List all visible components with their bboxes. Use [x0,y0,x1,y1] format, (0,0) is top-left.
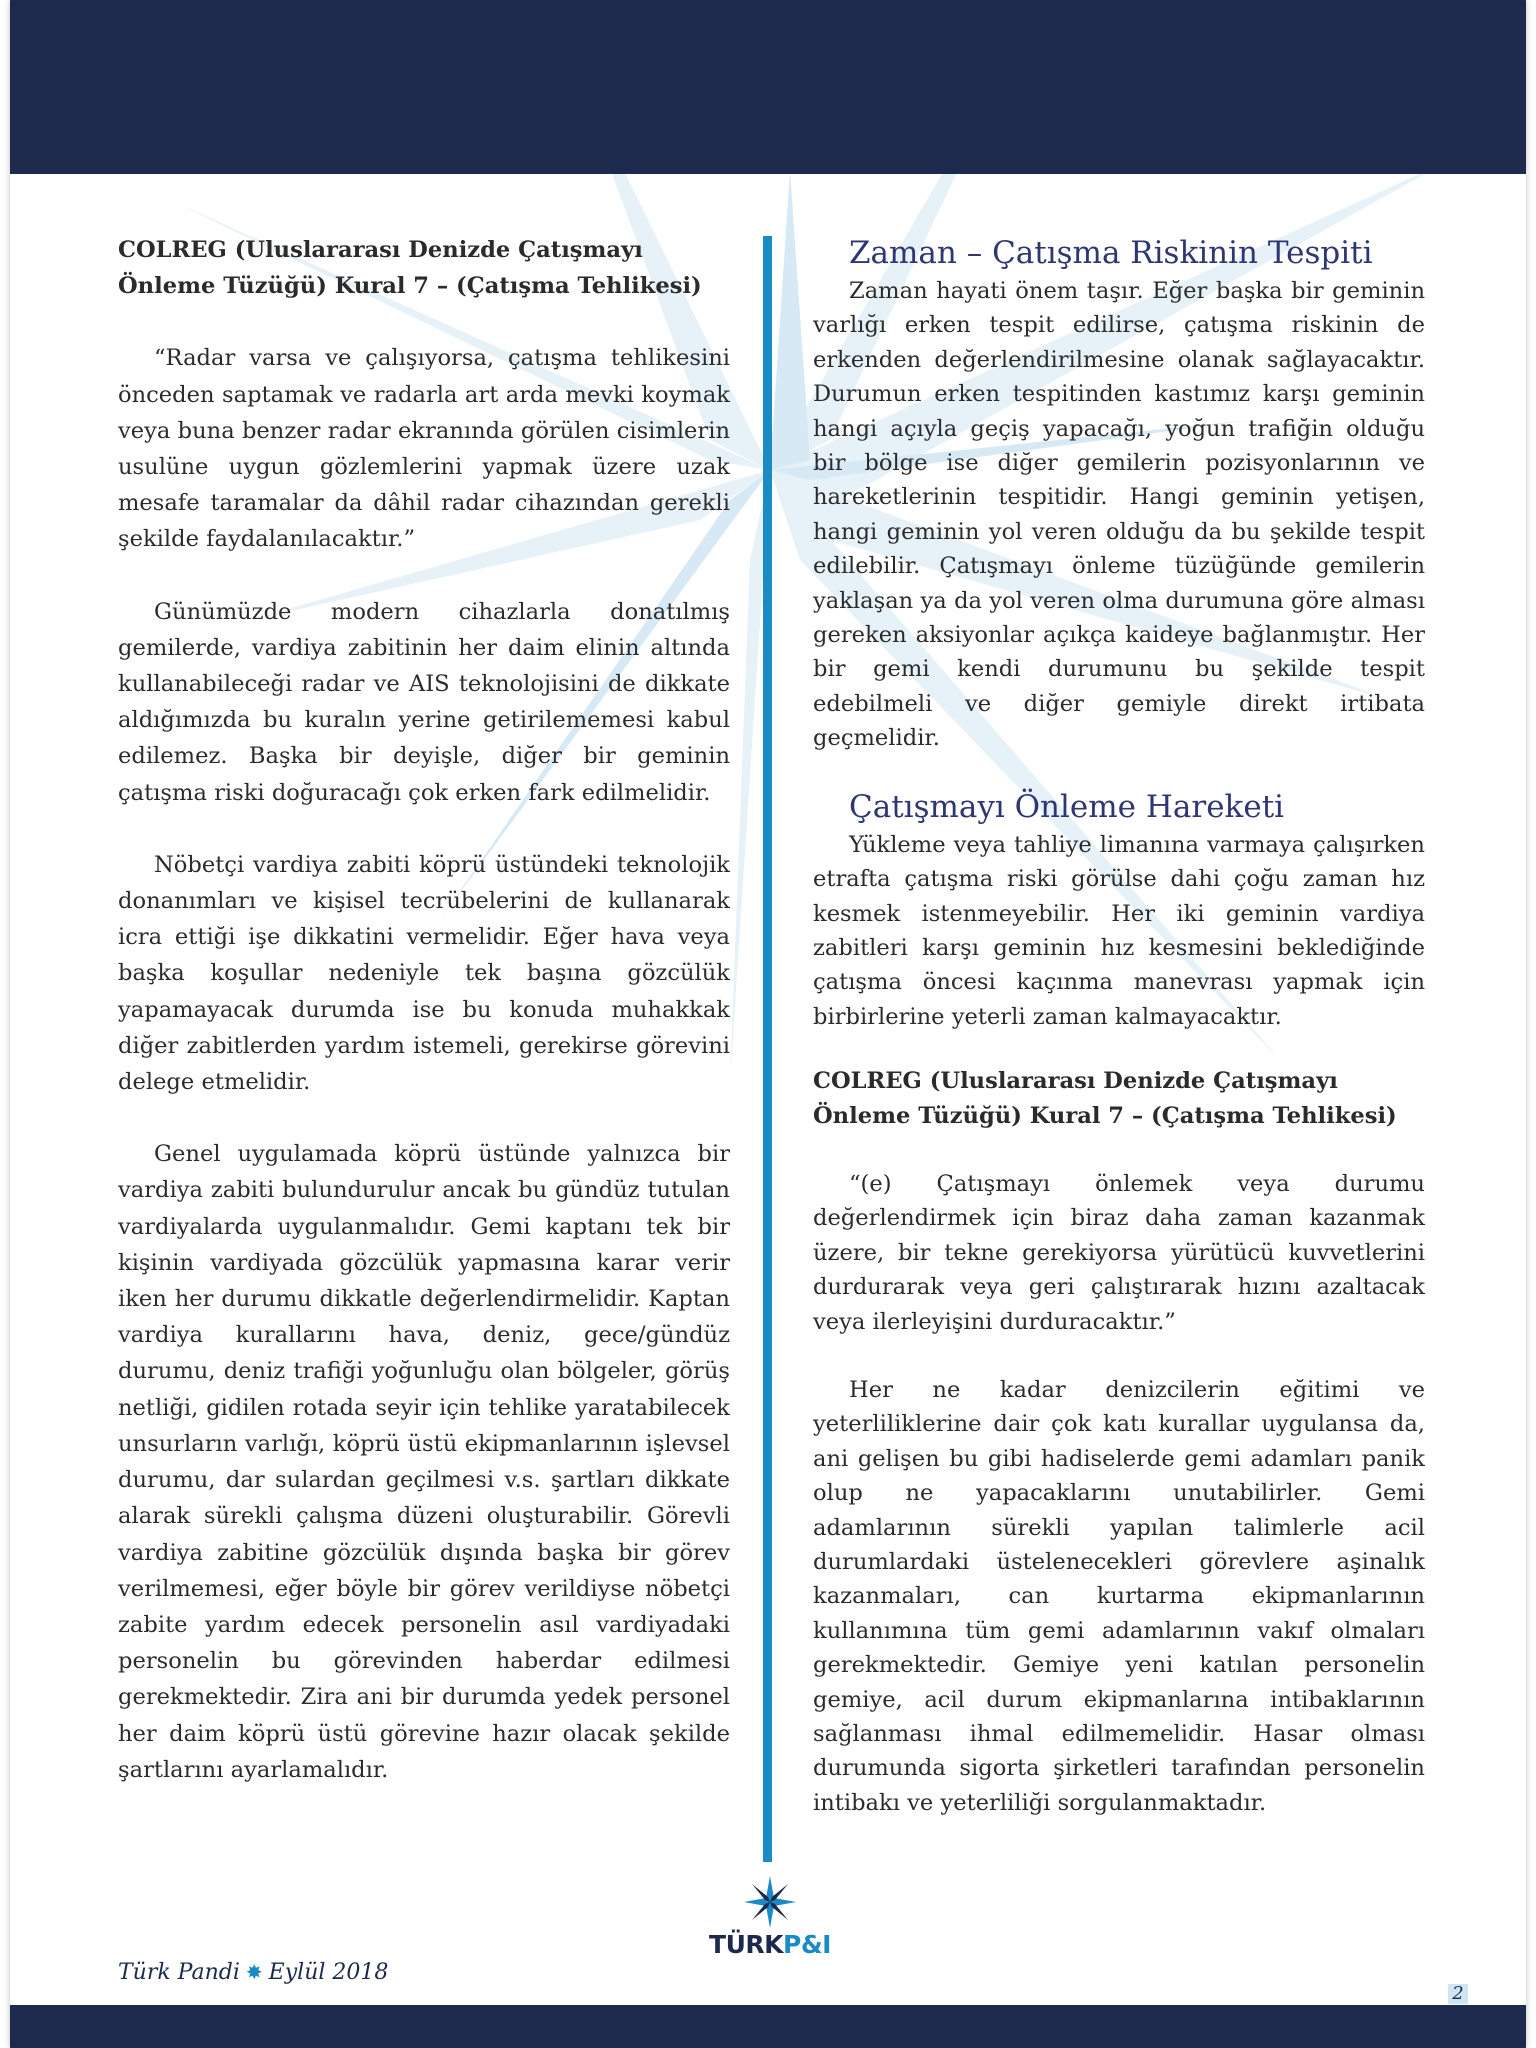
right-rule-quote: “(e) Çatışmayı önlemek veya durumu değerlendirmek için biraz daha zaman kazanmak üzere, bir tekne gerekiyorsa yürütücü kuvvetlerini durdurarak veya geri çalıştırarak hızını azaltacak veya ilerleyişini durduracaktır.” [813,1170,1425,1335]
logo-wordmark: TÜRKP&I [709,1930,831,1959]
header-band [10,0,1526,174]
publication-date: Eylül 2018 [268,1960,389,1985]
footer-band [10,2005,1526,2048]
publication-name: Türk Pandi [118,1960,240,1985]
logo-star-icon [700,1874,840,1930]
right-paragraph-3: Her ne kadar denizcilerin eğitimi ve yeterliliklerine dair çok katı kurallar uygulansa da, ani gelişen bu gibi hadiselerde gemi adamları panik olup ne yapacaklarını unutabilirler. Gemi adamlarının sürekli yapılan talimlerle acil durumlardaki üstelenecekleri görevlere aşinalık kazanmaları, can kurtarma ekipmanlarının kullanımına tüm gemi adamlarının vakıf olmaları gerekmektedir. Gemiye yeni katılan personelin gemiye, acil durum ekipmanlarına intibaklarının sağlanması ihmal edilmemelidir. Hasar olması durumunda sigorta şirketleri tarafından personelin intibakı ve yeterliliği sorgulanmaktadır. [813,1376,1425,1816]
right-paragraph-2: Yükleme veya tahliye limanına varmaya çalışırken etrafta çatışma riski görülse dahi çoğu zaman hız kesmek istenmeyebilir. Her iki geminin vardiya zabitleri karşı geminin hız kesmesini beklediğinde çatışma öncesi kaçınma manevrası yapmak için birbirlerine yeterli zaman kalmayacaktır. [813,831,1425,1030]
left-paragraph-1: Günümüzde modern cihazlarla donatılmış gemilerde, vardiya zabitinin her daim elinin altında kullanabileceği radar ve AIS teknolojisini de dikkate aldığımızda bu kuralın yerine getirilememesi kabul edilemez. Başka bir deyişle, diğer bir geminin çatışma riski doğuracağı çok erken fark edilmelidir. [118,598,730,806]
right-paragraph-1: Zaman hayati önem taşır. Eğer başka bir geminin varlığı erken tespit edilirse, çatışma riskinin de erkenden değerlendirilmesine olanak sağlayacaktır. Durumun erken tespitinden kastımız karşı geminin hangi açıyla geçiş yapacağı, yoğun trafiğin olduğu bir bölge ise diğer gemilerin pozisyonlarının ve hareketlerinin tespitidir. Hangi geminin yetişen, hangi geminin yol veren olduğu da bu şekilde tespit edilebilir. Çatışmayı önleme tüzüğünde gemilerin yaklaşan ya da yol veren olma durumuna göre alması gereken aksiyonlar açıkça kaideye bağlanmıştır. Her bir gemi kendi durumunu bu şekilde tespit edebilmeli ve diğer gemiyle direkt irtibata geçmelidir. [813,278,1425,752]
document-page [10,0,1526,2048]
right-column [813,232,1425,1854]
right-colreg-heading: COLREG (Uluslararası Denizde Çatışmayı Önleme Tüzüğü) Kural 7 – (Çatışma Tehlikesi) [813,1068,1397,1129]
section-title-zaman: Zaman – Çatışma Riskinin Tespiti [849,235,1373,271]
left-paragraph-3: Genel uygulamada köprü üstünde yalnızca bir vardiya zabiti bulundurulur ancak bu gündüz tutulan vardiyalarda uygulanmalıdır. Gemi kaptanı tek bir kişinin vardiyada gözcülük yapmasına karar verir iken her durumu dikkatle değerlendirmelidir. Kaptan vardiya kurallarını hava, deniz, gece/gündüz durumu, deniz trafiği yoğunluğu olan bölgeler, görüş netliği, gidilen rotada seyir için tehlike yaratabilecek unsurların varlığı, köprü üstü ekipmanlarının işlevsel durumu, dar sulardan geçilmesi v.s. şartları dikkate alarak sürekli çalışma düzeni oluşturabilir. Görevli vardiya zabitine gözcülük dışında başka bir görev verilmemesi, eğer böyle bir görev verildiyse nöbetçi zabite yardım edecek personelin asıl vardiyadaki personelin bu görevinden haberdar edilmesi gerekmektedir. Zira ani bir durumda yedek personel her daim köprü üstü görevine hazır olacak şekilde şartlarını ayarlamalıdır. [118,1141,730,1783]
page-number: 2 [1448,1984,1468,2004]
footer-publication [118,1960,388,1985]
left-rule-quote: “Radar varsa ve çalışıyorsa, çatışma tehlikesini önceden saptamak ve radarla art arda mevki koymak veya buna benzer radar ekranında görülen cisimlerin usulüne uygun gözlemlerini yapmak üzere uzak mesafe taramalar da dâhil radar cihazından gerekli şekilde faydalanılacaktır.” [118,345,730,553]
column-divider [763,236,772,1862]
left-colreg-heading: COLREG (Uluslararası Denizde Çatışmayı Önleme Tüzüğü) Kural 7 – (Çatışma Tehlikesi) [118,237,702,300]
footer-star-icon: ✸ [245,1960,263,1984]
section-title-hareket: Çatışmayı Önleme Hareketi [849,788,1285,825]
left-paragraph-2: Nöbetçi vardiya zabiti köprü üstündeki teknolojik donanımları ve kişisel tecrübelerini de kullanarak icra ettiği işe dikkatini vermelidir. Eğer hava veya başka koşullar nedeniyle tek başına gözcülük yapamayacak durumda ise bu konuda muhakkak diğer zabitlerden yardım istemeli, gerekirse görevini delege etmelidir. [118,851,730,1096]
turk-pandi-logo [700,1874,840,1959]
left-column [118,232,730,1824]
